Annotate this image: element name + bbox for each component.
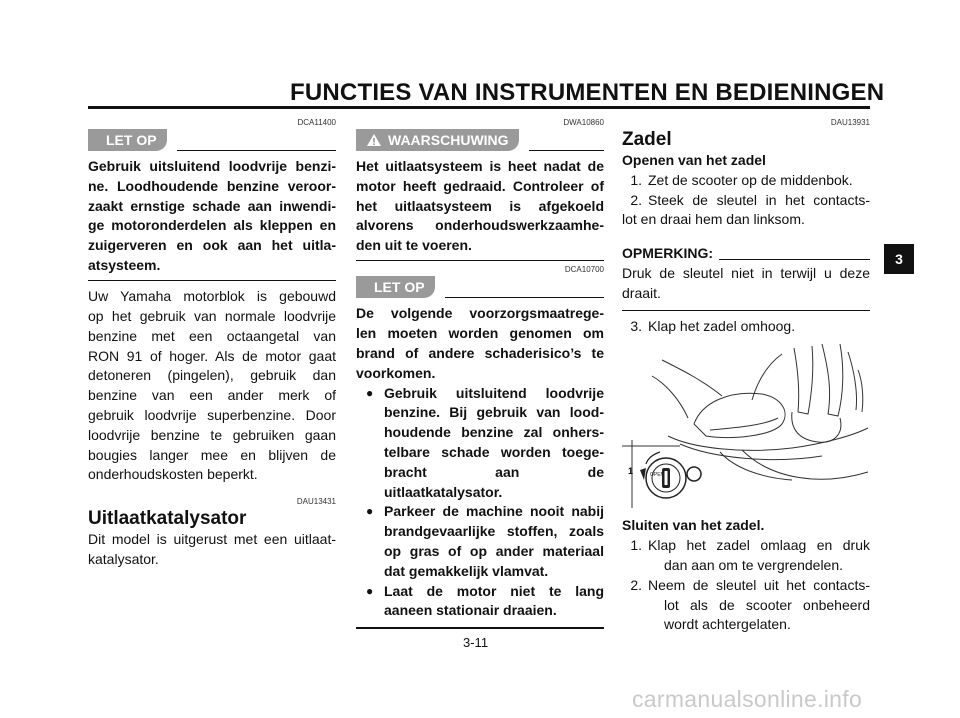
step-item	[622, 191, 870, 211]
body-line: onderhoudskosten beperkt.	[88, 466, 258, 483]
bullet-line: op gras of op ander materiaal	[384, 543, 604, 560]
warning-line: motor heeft gedraaid. Controleer of	[356, 177, 604, 194]
catalyst-paragraph	[88, 530, 336, 570]
note-end-rule	[622, 310, 870, 311]
caution-text	[88, 157, 336, 276]
list-item	[366, 384, 604, 503]
warning-triangle-icon	[366, 133, 382, 147]
step-text: Klap het zadel omhoog.	[648, 317, 796, 334]
note-line: draait.	[622, 284, 661, 301]
caution-line: atsysteem.	[88, 256, 161, 273]
section-code: DWA10860	[563, 118, 604, 127]
intro-line: De volgende voorzorgsmaatrege-	[356, 305, 604, 322]
bullet-line: bracht aan de	[384, 463, 604, 480]
body-line: op het gebruik van normale loodvrije	[88, 308, 336, 325]
warning-text	[356, 157, 604, 256]
step-text: dan aan om te vergrendelen.	[664, 556, 844, 573]
caution-line: ne. Loodhoudende benzine veroor-	[88, 177, 336, 194]
bullet-line: benzine. Bij gebruik van lood-	[384, 404, 604, 421]
left-column	[88, 118, 336, 570]
figure-callout: 1	[628, 466, 634, 477]
bullet-line: uitlaatkatalysator.	[384, 483, 503, 500]
warning-line: alvorens onderhoudswerkzaamhe-	[356, 217, 604, 234]
intro-line: len moeten worden genomen om	[356, 325, 604, 342]
bullet-line: dat gemakkelijk vlamvat.	[384, 562, 549, 579]
step-number: 3.	[630, 317, 642, 334]
caution-end-rule	[88, 280, 336, 282]
step-text: Zet de scooter op de middenbok.	[648, 171, 853, 188]
note-title: OPMERKING:	[622, 245, 713, 262]
caution-line: Gebruik uitsluitend loodvrije benzi-	[88, 158, 336, 174]
middle-column	[356, 118, 604, 629]
bullet-line: Parkeer de machine nooit nabij	[384, 503, 604, 520]
caution-line: ge motoronderdelen als kleppen en	[88, 217, 336, 234]
body-line: bougies langer mee en blijven de	[88, 446, 336, 463]
badge-rule	[177, 150, 336, 152]
caution-line: zaakt ernstige schade aan inwendi-	[88, 197, 336, 214]
body-line: gebruik loodvrije superbenzine. Door	[88, 407, 336, 424]
step-text: Steek de sleutel in het contacts-	[648, 191, 870, 208]
section-code: DAU13431	[296, 497, 336, 507]
bullet-line: telbare schade worden toege-	[384, 444, 604, 461]
caution-line: zuigerveren en ook aan het uitla-	[88, 237, 336, 254]
bullet-line: houdende benzine zal onhers-	[384, 424, 604, 441]
step-continuation: lot en draai hem dan linksom.	[622, 211, 805, 228]
precautions-list	[356, 384, 604, 622]
section-code: DCA11400	[297, 118, 336, 127]
subheading: Sluiten van het zadel.	[622, 517, 765, 534]
body-line: katalysator.	[88, 551, 159, 568]
note-rule	[719, 259, 870, 260]
body-line: loodvrije benzine te gebruiken gaan	[88, 426, 336, 443]
step-text: Neem de sleutel uit het contacts-	[648, 576, 870, 593]
chapter-tab: 3	[884, 244, 914, 274]
step-number: 2.	[630, 576, 642, 593]
page-number: 3-11	[463, 635, 489, 650]
body-line: benzine met een octaangetal van	[88, 327, 336, 344]
body-line: benzine van een ander merk of	[88, 387, 336, 404]
bullet-line: Gebruik uitsluitend loodvrije	[384, 384, 604, 401]
list-item	[366, 502, 604, 581]
step-number: 2.	[630, 191, 642, 208]
section-heading: Uitlaatkatalysator	[88, 508, 247, 530]
bullet-line: aaneen stationair draaien.	[384, 602, 557, 619]
warning-badge	[356, 129, 519, 151]
caution-badge: LET OP	[356, 276, 435, 298]
warning-badge-label: WAARSCHUWING	[388, 132, 509, 148]
badge-rule	[529, 150, 604, 152]
step-item	[622, 576, 870, 635]
scooter-seat-illustration	[622, 340, 870, 508]
step-text: Klap het zadel omlaag en druk	[648, 537, 870, 554]
seat-figure	[622, 340, 870, 508]
step-item	[622, 171, 870, 191]
right-column	[622, 118, 870, 635]
section-heading: Zadel	[622, 129, 672, 150]
fuel-paragraph	[88, 287, 336, 485]
warning-line: het uitlaatsysteem is afgekoeld	[356, 197, 604, 214]
bullet-icon: ●	[366, 583, 374, 598]
bullet-line: Laat de motor niet te lang	[384, 582, 604, 599]
section-code: DCA10700	[564, 265, 604, 275]
body-line: Dit model is uitgerust met een uitlaat-	[88, 531, 336, 548]
warning-line: Het uitlaatsysteem is heet nadat de	[356, 158, 604, 174]
step-text: wordt achtergelaten.	[664, 616, 791, 633]
bullet-icon: ●	[366, 385, 374, 400]
step-item	[622, 317, 870, 337]
step-text: lot als de scooter onbeheerd	[664, 596, 870, 613]
step-number: 1.	[630, 171, 642, 188]
lock-label: OPEN	[650, 472, 665, 479]
note-line: Druk de sleutel niet in terwijl u deze	[622, 264, 870, 281]
precautions-intro	[356, 304, 604, 383]
warning-line: den uit te voeren.	[356, 237, 472, 254]
body-line: detoneren (pingelen), gebruik dan	[88, 367, 336, 384]
body-line: RON 91 of hoger. Als de motor gaat	[88, 347, 336, 364]
list-item	[366, 582, 604, 622]
warning-end-rule	[356, 260, 604, 262]
caution-end-rule	[356, 627, 604, 629]
intro-line: voorkomen.	[356, 364, 436, 381]
caution-badge: LET OP	[88, 129, 167, 151]
header-rule	[88, 106, 870, 109]
intro-line: brand of andere schaderisico’s te	[356, 345, 604, 362]
badge-rule	[445, 297, 604, 299]
bullet-icon: ●	[366, 504, 374, 519]
step-number: 1.	[630, 537, 642, 554]
watermark: carmanualsonline.info	[632, 686, 863, 712]
step-item	[622, 536, 870, 576]
body-line: Uw Yamaha motorblok is gebouwd	[88, 288, 336, 305]
section-code: DAU13931	[830, 118, 870, 127]
subheading: Openen van het zadel	[622, 152, 766, 168]
page-header-title: FUNCTIES VAN INSTRUMENTEN EN BEDIENINGEN	[290, 79, 885, 106]
bullet-line: brandgevaarlijke stoffen, zoals	[384, 523, 604, 540]
